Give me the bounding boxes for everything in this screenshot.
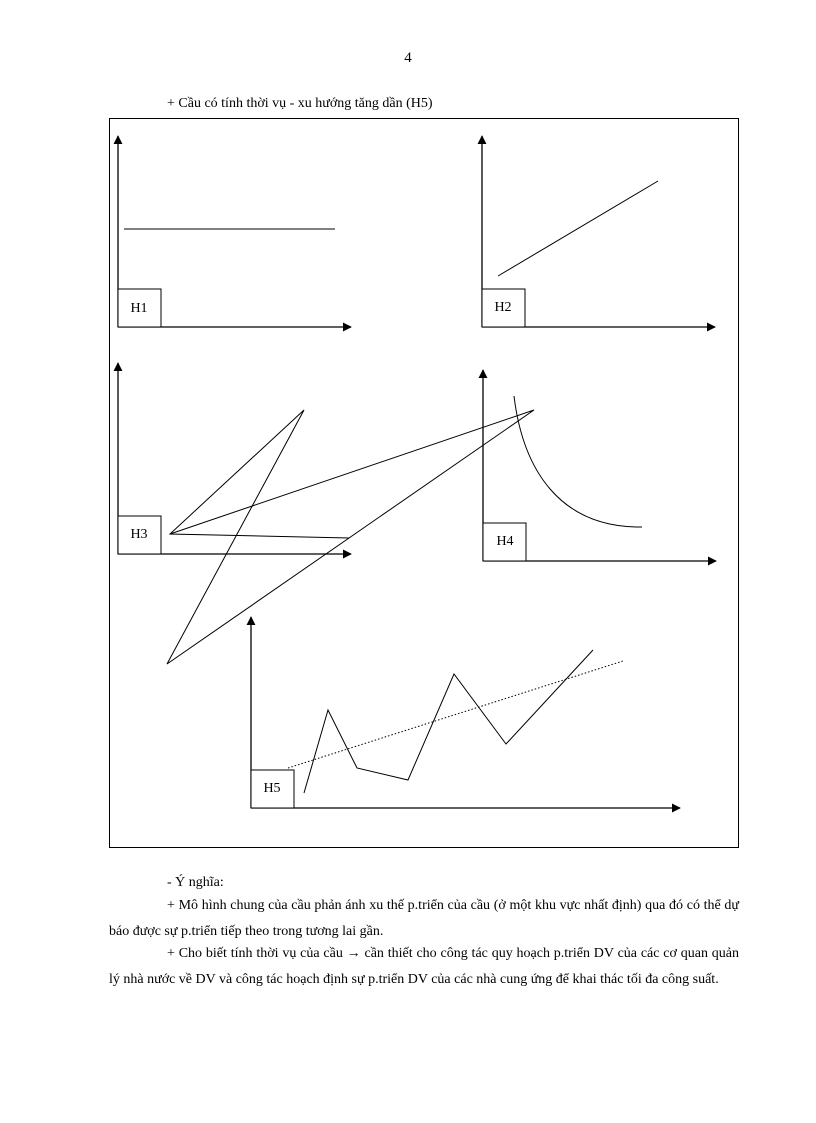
h1-label: H1 bbox=[130, 301, 148, 316]
diagram-h2 bbox=[482, 136, 715, 327]
meaning-paragraph-1: + Mô hình chung của cầu phản ánh xu thế p.triển của cầu (ở một khu vực nhất định) qua đó có thể dự báo được sự p.triển tiếp theo trong tương lai gần. bbox=[109, 898, 739, 939]
h2-label: H2 bbox=[494, 300, 512, 315]
page-number: 4 bbox=[404, 50, 412, 66]
diagram-h4 bbox=[483, 370, 716, 561]
h5-trend-line bbox=[288, 661, 623, 768]
diagram-h3 bbox=[118, 363, 534, 664]
h5-label: H5 bbox=[263, 781, 281, 796]
h3-zigzag-line bbox=[167, 410, 534, 664]
h3-label: H3 bbox=[130, 527, 148, 542]
h4-label: H4 bbox=[496, 534, 514, 549]
h4-decreasing-curve bbox=[514, 396, 642, 527]
section-heading: + Cầu có tính thời vụ - xu hướng tăng dần (H5) bbox=[167, 96, 433, 111]
h5-seasonal-line bbox=[304, 650, 593, 793]
diagram-h5 bbox=[251, 617, 680, 808]
h2-rising-line bbox=[498, 181, 658, 276]
diagram-h1 bbox=[118, 136, 351, 327]
meaning-title: - Ý nghĩa: bbox=[167, 875, 224, 890]
meaning-paragraph-2: + Cho biết tính thời vụ của cầu → cần thiết cho công tác quy hoạch p.triển DV của các cơ quan quản lý nhà nước về DV và công tác hoạch định sự p.triển DV của các nhà cung ứng để khai thác tối đa công suất. bbox=[109, 946, 739, 987]
